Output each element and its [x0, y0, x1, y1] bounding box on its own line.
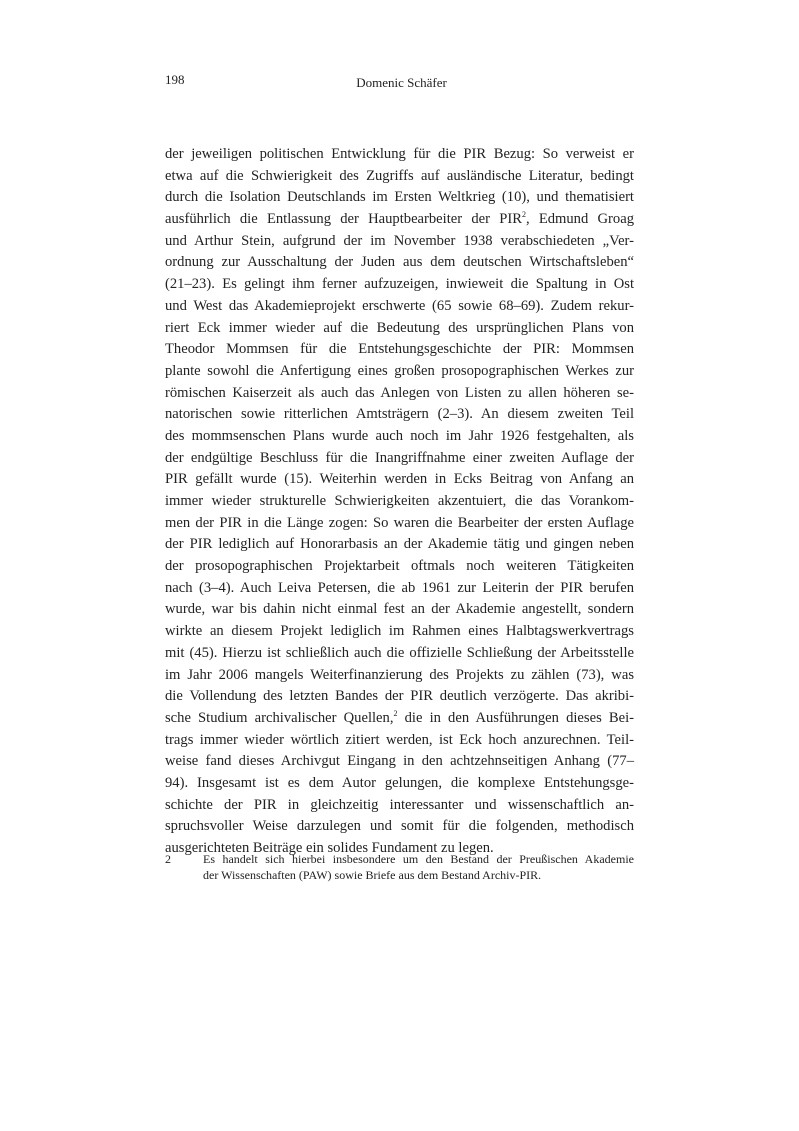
text-segment: natorischen sowie ritterlichen Amtsträgern (2–3). An diesem zweiten Teil [165, 406, 634, 423]
text-segment: der endgültige Beschluss für die Inangriffnahme einer zweiten Auflage der [165, 449, 634, 466]
text-segment: ausführlich die Entlassung der Hauptbearbeiter der PIR [165, 211, 522, 228]
text-segment: riert Eck immer wieder auf die Bedeutung des ursprünglichen Plans von [165, 319, 634, 336]
text-segment: der prosopographischen Projektarbeit oftmals noch weiteren Tätigkeiten [165, 558, 634, 575]
text-segment: sche Studium archivalischer Quellen, [165, 709, 394, 726]
text-line [165, 296, 634, 318]
text-line [165, 708, 634, 730]
text-segment: im Jahr 2006 mangels Weiterfinanzierung des Projekts zu zählen (73), was [165, 666, 634, 683]
text-segment: die in den Ausführungen dieses Bei- [397, 709, 635, 726]
text-line [165, 469, 634, 491]
text-line [165, 795, 634, 817]
text-line [165, 361, 634, 383]
text-segment: , Edmund Groag [525, 211, 634, 228]
text-line [165, 665, 634, 687]
text-line [165, 578, 634, 600]
text-segment: Theodor Mommsen für die Entstehungsgeschichte der PIR: Mommsen [165, 341, 634, 358]
text-line [165, 339, 634, 361]
text-line [165, 556, 634, 578]
text-segment: und West das Akademieprojekt erschwerte (65 sowie 68–69). Zudem rekur- [165, 297, 634, 314]
text-line [165, 491, 634, 513]
text-line [165, 166, 634, 188]
text-segment: 94). Insgesamt ist es dem Autor gelungen, die komplexe Entstehungsge- [165, 774, 634, 791]
text-segment: (21–23). Es gelingt ihm ferner aufzuzeigen, inwieweit die Spaltung in Ost [165, 276, 634, 293]
page-number: 198 [165, 72, 185, 87]
footnote [165, 851, 634, 883]
footnote-number: 2 [165, 852, 171, 866]
body-text [165, 144, 634, 860]
text-line [165, 643, 634, 665]
text-line [165, 274, 634, 296]
text-segment: ausgerichteten Beiträge ein solides Fundament zu legen. [165, 840, 494, 856]
text-segment: durch die Isolation Deutschlands im Ersten Weltkrieg (10), und thematisiert [165, 189, 634, 206]
text-line [165, 383, 634, 405]
text-segment: der PIR lediglich auf Honorarbasis an der Akademie tätig und gingen neben [165, 536, 634, 553]
text-line [165, 816, 634, 838]
text-segment: mit (45). Hierzu ist schließlich auch die offizielle Schließung der Arbeitsstelle [165, 644, 634, 661]
text-segment: die Vollendung des letzten Bandes der PIR deutlich verzögerte. Das akribi- [165, 688, 634, 705]
text-segment: plante sowohl die Anfertigung eines großen prosopographischen Werkes zur [165, 362, 634, 379]
footnote-reference[interactable]: 2 [393, 708, 398, 718]
text-line [165, 534, 634, 556]
text-line [165, 187, 634, 209]
text-segment: trags immer wieder wörtlich zitiert werden, ist Eck hoch anzurechnen. Teil- [165, 731, 634, 748]
text-segment: weise fand dieses Archivgut Eingang in den achtzehnseitigen Anhang (77– [165, 753, 634, 770]
text-line [165, 599, 634, 621]
text-line [165, 426, 634, 448]
text-line [165, 318, 634, 340]
text-segment: der jeweiligen politischen Entwicklung für die PIR Bezug: So verweist er [165, 146, 634, 162]
text-line [165, 621, 634, 643]
text-segment: PIR gefällt wurde (15). Weiterhin werden in Ecks Beitrag von Anfang an [165, 471, 634, 488]
footnote-line: Es handelt sich hierbei insbesondere um den Bestand der Preußischen Akademie [203, 852, 634, 866]
text-line [165, 144, 634, 166]
text-segment: immer wieder strukturelle Schwierigkeiten akzentuiert, die das Vorankom- [165, 493, 634, 509]
text-segment: schichte der PIR in gleichzeitig interessanter und wissenschaftlich an- [165, 796, 634, 813]
text-segment: etwa auf die Schwierigkeit des Zugriffs auf ausländische Literatur, bedingt [165, 167, 634, 184]
text-line [165, 252, 634, 274]
text-line [165, 751, 634, 773]
running-head: Domenic Schäfer [356, 75, 447, 90]
text-segment: ordnung zur Ausschaltung der Juden aus dem deutschen Wirtschaftsleben“ [165, 254, 634, 271]
text-segment: des mommsenschen Plans wurde auch noch im Jahr 1926 festgehalten, als [165, 427, 634, 444]
footnote-line: der Wissenschaften (PAW) sowie Briefe aus dem Bestand Archiv-PIR. [203, 868, 542, 882]
text-segment: römischen Kaiserzeit als auch das Anlegen von Listen zu allen höheren se- [165, 384, 634, 401]
text-line [165, 209, 634, 231]
text-line [165, 730, 634, 752]
text-line [165, 448, 634, 470]
footnote-reference[interactable]: 2 [521, 210, 526, 220]
text-line [165, 404, 634, 426]
text-segment: men der PIR in die Länge zogen: So waren die Bearbeiter der ersten Auflage [165, 514, 634, 531]
text-line [165, 686, 634, 708]
text-segment: nach (3–4). Auch Leiva Petersen, die ab 1961 zur Leiterin der PIR berufen [165, 579, 634, 596]
text-segment: wirkte an diesem Projekt lediglich im Rahmen eines Halbtagswerkvertrags [165, 623, 634, 640]
text-segment: wurde, war bis dahin nicht einmal fest an der Akademie angestellt, sondern [165, 601, 634, 618]
text-segment: spruchsvoller Weise darzulegen und somit für die folgenden, methodisch [165, 818, 634, 835]
text-line [165, 773, 634, 795]
text-line [165, 513, 634, 535]
text-line [165, 231, 634, 253]
text-segment: und Arthur Stein, aufgrund der im November 1938 verabschiedeten „Ver- [165, 232, 634, 249]
